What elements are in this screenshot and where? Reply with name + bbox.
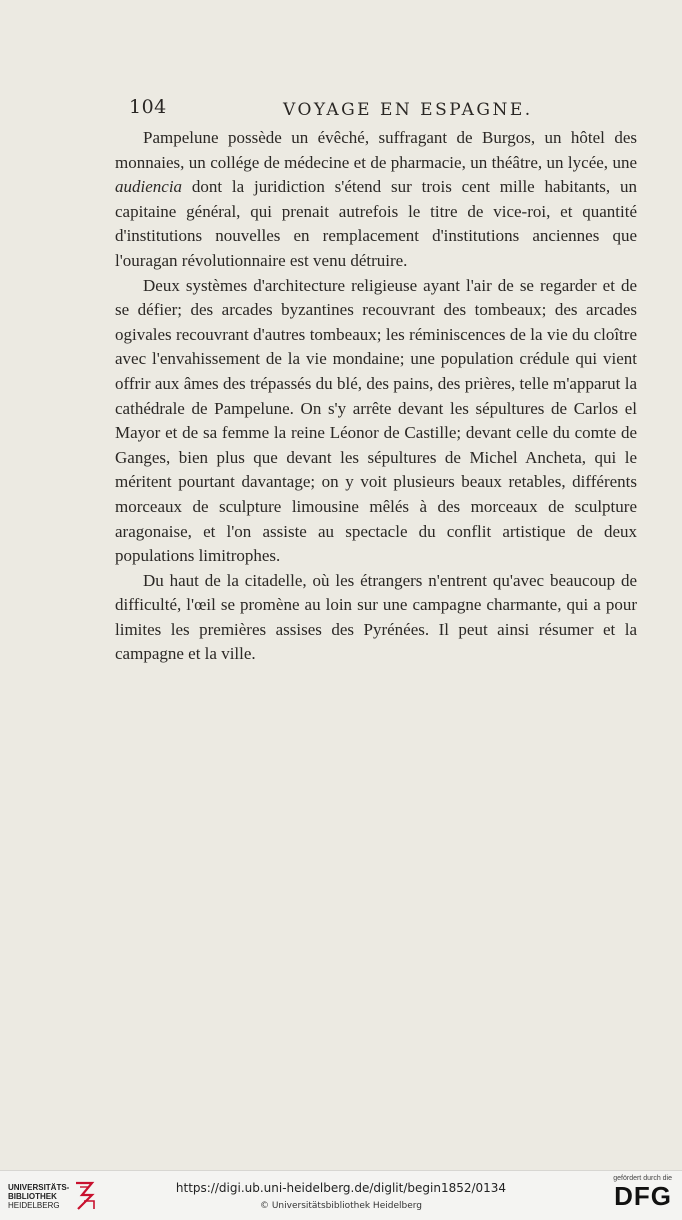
footer-bar: [0, 1170, 682, 1220]
body-text: [115, 126, 637, 667]
paragraph-2: Deux systèmes d'architecture religieuse ayant l'air de se regarder et de se défier; des arcades byzantines recouvrant des tombeaux; des arcades ogivales recouvrant d'autres tombeaux; les réminiscences de la vie du cloître avec l'envahissement de la vie mondaine; une population crédule qui vient offrir aux âmes des trépassés du blé, des pains, des prières, telle m'apparut la cathédrale de Pampelune. On s'y arrête devant les sépultures de Carlos el Mayor et de sa femme la reine Léonor de Castille; devant celle du comte de Ganges, bien plus que devant les sépultures de Michel Ancheta, qui le méritent pourtant davantage; on y voit plusieurs beaux retables, différents morceaux de sculpture limousine mêlés à des morceaux de sculpture aragonaise, et l'on assiste au spectacle du conflit artistique de deux populations limitrophes.: [115, 275, 637, 566]
paragraph-1: Pampelune possède un évêché, suffragant de Burgos, un hôtel des monnaies, un collége de médecine et de pharmacie, un théâtre, un lycée, une audiencia dont la juridiction s'étend sur trois cent mille habitants, un capitaine général, qui prenait autrefois le titre de vice-roi, et quantité d'institutions nouvelles en remplacement d'institutions anciennes que l'ouragan révolutionnaire est venu détruire.: [115, 128, 637, 270]
dfg-caption: gefördert durch die: [613, 1175, 672, 1182]
running-title: VOYAGE EN ESPAGNE.: [283, 100, 533, 120]
running-head: [126, 94, 646, 124]
italic-term: audiencia: [115, 177, 183, 197]
dfg-logo[interactable]: [602, 1175, 672, 1215]
library-name-line3: HEIDELBERG: [8, 1201, 60, 1210]
paragraph-3: Du haut de la citadelle, où les étrangers n'entrent qu'avec beaucoup de difficulté, l'œil se promène au loin sur une campagne charmante, qui a pour limites les premières assises des Pyrénées. Il peut ainsi résumer et la campagne et la ville.: [115, 570, 637, 664]
library-name-line2: BIBLIOTHEK: [8, 1192, 57, 1201]
library-name-line1: UNIVERSITÄTS-: [8, 1183, 70, 1192]
copyright-notice: © Universitätsbibliothek Heidelberg: [259, 1201, 422, 1211]
dfg-wordmark: DFG: [614, 1181, 672, 1211]
page-number: 104: [129, 96, 167, 118]
permalink-url[interactable]: https://digi.ub.uni-heidelberg.de/diglit/begin1852/0134: [175, 1181, 507, 1195]
